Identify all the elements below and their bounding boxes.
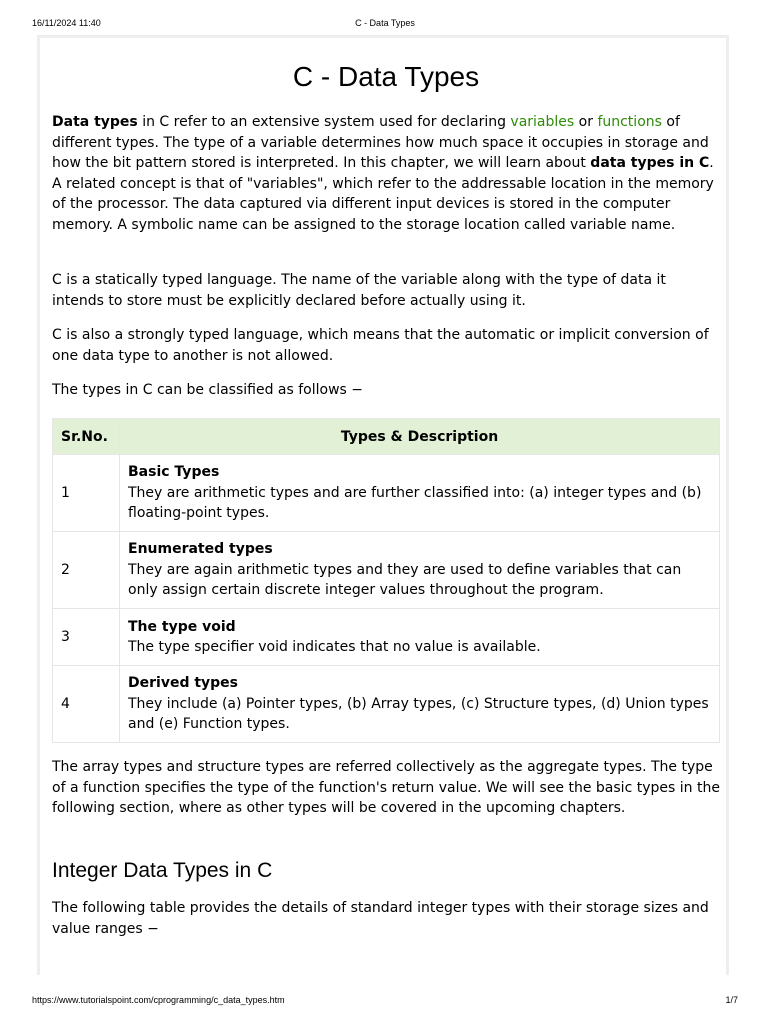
static-typing-paragraph: C is a statically typed language. The name of the variable along with the type of data it intends to store must be explicitly declared before actually using it. [52, 272, 666, 309]
page-content-frame [37, 35, 729, 975]
table-row [53, 609, 720, 666]
table-row [53, 455, 720, 532]
intro-text-1: in C refer to an extensive system used for declaring [137, 114, 511, 130]
row-description: They are again arithmetic types and they are used to define variables that can only assign certain discrete integer values throughout the program. [128, 561, 682, 599]
print-page-number: 1/7 [725, 995, 738, 1005]
row-title: Derived types [128, 675, 239, 692]
classification-intro: The types in C can be classified as follows − [52, 382, 363, 398]
row-title: The type void [128, 618, 236, 635]
row-number: 2 [53, 532, 120, 609]
intro-text-4: . A related concept is that of "variables", which refer to the addressable location in the memory of the processor. The data captured via different input devices is stored in the computer memory. A symbolic name can be assigned to the storage location called variable name. [52, 155, 714, 233]
types-table [52, 418, 720, 743]
table-row [53, 666, 720, 743]
print-url: https://www.tutorialspoint.com/cprogramming/c_data_types.htm [32, 995, 285, 1005]
functions-link[interactable]: functions [597, 114, 662, 130]
intro-bold-data-types-in-c: data types in C [590, 155, 710, 171]
row-title: Basic Types [128, 464, 220, 481]
integer-types-intro: The following table provides the details of standard integer types with their storage sizes and value ranges − [52, 900, 709, 937]
section-heading-integer-types: Integer Data Types in C [52, 859, 273, 882]
row-description: They are arithmetic types and are further classified into: (a) integer types and (b) floating-point types. [128, 484, 702, 522]
row-description: The type specifier void indicates that no value is available. [128, 639, 541, 655]
table-header-row [53, 419, 720, 455]
strong-typing-paragraph: C is also a strongly typed language, which means that the automatic or implicit conversion of one data type to another is not allowed. [52, 327, 709, 364]
intro-paragraph [52, 112, 720, 235]
row-number: 3 [53, 609, 120, 666]
row-number: 1 [53, 455, 120, 532]
row-title: Enumerated types [128, 541, 273, 558]
print-title: C - Data Types [355, 18, 415, 28]
print-datetime: 16/11/2024 11:40 [32, 18, 101, 28]
row-content [120, 666, 720, 743]
row-number: 4 [53, 666, 120, 743]
print-footer [32, 995, 738, 1007]
aggregate-types-paragraph: The array types and structure types are referred collectively as the aggregate types. The type of a function specifies the type of the function's return value. We will see the basic types in the following section, where as other types will be covered in the upcoming chapters. [52, 759, 720, 816]
print-header [32, 18, 738, 30]
row-content [120, 455, 720, 532]
variables-link[interactable]: variables [510, 114, 575, 130]
intro-text-2: or [574, 114, 598, 130]
intro-text-3: of different types. The type of a variable determines how much space it occupies in storage and how the bit pattern stored is interpreted. In this chapter, we will learn about [52, 114, 709, 171]
table-row [53, 532, 720, 609]
intro-bold-data-types: Data types [52, 114, 138, 130]
row-description: They include (a) Pointer types, (b) Array types, (c) Structure types, (d) Union types and (e) Function types. [128, 695, 709, 733]
header-sr-no: Sr.No. [53, 419, 120, 455]
row-content [120, 532, 720, 609]
header-types-description: Types & Description [120, 419, 720, 455]
page-title: C - Data Types [292, 61, 480, 92]
row-content [120, 609, 720, 666]
